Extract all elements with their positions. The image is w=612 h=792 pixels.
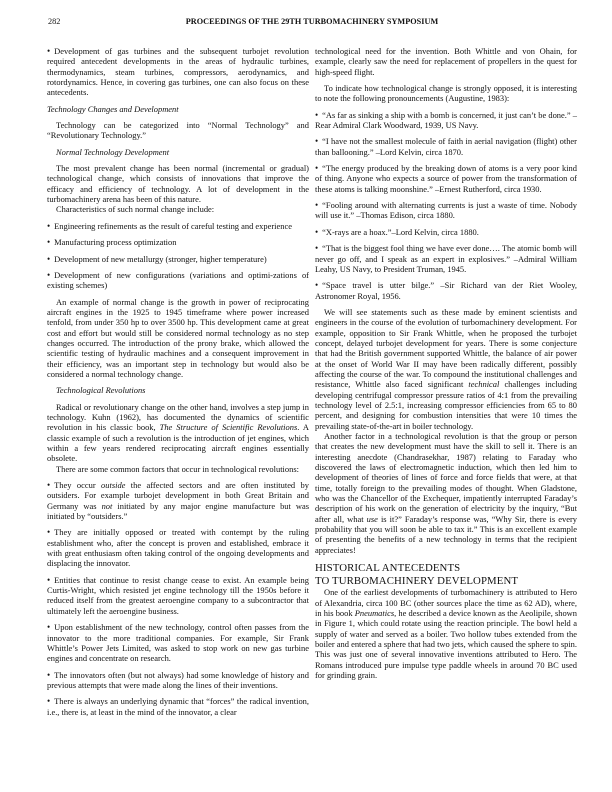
paragraph-normal-2: Characteristics of such normal change include: <box>56 204 215 215</box>
normal-bullet: • Development of new configurations (variations and optimi-zations of existing schemes) <box>47 270 309 291</box>
revolution-bullet: • There is always an underlying dynamic that “forces” the radical invention, i.e., there is, at least in the mind of the innovator, a clear <box>47 696 309 717</box>
revolution-bullet: • They occur outside the affected sectors and are often instituted by outsiders. For example turbojet development in both Great Britain and Germany was not initiated by any major engine manufacture but was initiated by “outsiders.” <box>47 480 309 521</box>
section-heading-historical-antecedents: HISTORICAL ANTECEDENTS TO TURBOMACHINERY DEVELOPMENT <box>315 562 519 587</box>
paragraph-categorized: Technology can be categorized into “Normal Technology” and “Revolutionary Technology.” <box>47 120 309 141</box>
left-column <box>47 46 309 717</box>
page-header <box>48 17 576 31</box>
page-number: 282 <box>48 17 61 26</box>
paragraph-example: An example of normal change is the growth in power of reciprocating aircraft engines in the 1925 to 1945 timeframe where power increased tenfold, from under 350 hp to over 3500 hp. This development came at great cost and effort but would still be considered normal technology as no step changes occurred. The introduction of the prony brake, which allowed the scientific testing of hydraulic machines and a consequent improvement in their efficiency, was an important step in technology but would also be considered a normal technology change. <box>47 296 309 379</box>
heading-technology-changes: Technology Changes and Development <box>47 103 179 114</box>
paragraph-hero: One of the earliest developments of turbomachinery is attributed to Hero of Alexandria, circa 100 BC (other sources place the time as 62 AD), where, in his book Pneumatics, he described a device known as the Aeolipile, shown in Figure 1, which could rotate using the reaction principle. The bowl held a supply of water and served as a boiler. Two hollow tubes extended from the boiler and entered a sphere that had two jets, which caused the sphere to spin. This was just one of several innovative inventions attributed to Hero. The Romans introduced pure impulse type paddle wheels in around 70 BC used for grinding grain. <box>315 587 577 681</box>
quote-bullet: • “That is the biggest fool thing we have ever done…. The atomic bomb will never go off, and I speak as an expert in explosives.” –Admiral William Leahy, US Navy, to President Truman, 1945. <box>315 243 577 274</box>
quote-bullet: • “Fooling around with alternating currents is just a waste of time. Nobody will use it.” –Thomas Edison, circa 1880. <box>315 200 577 221</box>
heading-technological-revolutions: Technological Revolutions <box>56 385 146 396</box>
paragraph-normal-1: The most prevalent change has been normal (incremental or gradual) technological change, which consists of innovations that improve the efficacy and efficiency of technology. A lot of development in the turbomachinery arena has been of this nature. <box>47 163 309 205</box>
right-column <box>315 46 577 680</box>
paragraph-opposed: To indicate how technological change is strongly opposed, it is interesting to note the following pronouncements (Augustine, 1983): <box>315 83 577 104</box>
quote-bullet: • “As far as sinking a ship with a bomb is concerned, it just can’t be done.” –Rear Admiral Clark Woodward, 1939, US Navy. <box>315 110 577 131</box>
revolution-bullet: • They are initially opposed or treated with contempt by the ruling establishment who, after the concept is proven and established, embrace it with great enthusiasm often taking control of the ongoing developments and displacing the innovator. <box>47 527 309 568</box>
paragraph-continuation: technological need for the invention. Both Whittle and von Ohain, for example, clearly saw the need for replacement of propellers in the quest for high-speed flight. <box>315 46 577 77</box>
revolution-bullet: • Upon establishment of the new technology, control often passes from the innovator to the more traditional companies. For example, Sir Frank Whittle’s Power Jets Limited, was asked to stop work on new gas turbine engines and concentrate on research. <box>47 622 309 663</box>
normal-bullet: • Manufacturing process optimization <box>47 237 309 247</box>
normal-bullet: • Development of new metallurgy (stronger, higher temperature) <box>47 254 309 264</box>
book-title: The Structure of Scientific Revolutions <box>159 422 298 433</box>
running-title: PROCEEDINGS OF THE 29TH TURBOMACHINERY SYMPOSIUM <box>185 17 439 26</box>
quote-bullet: • “X-rays are a hoax.”–Lord Kelvin, circa 1880. <box>315 227 577 237</box>
paragraph-factors: There are some common factors that occur in technological revolutions: <box>56 463 299 474</box>
paragraph-radical: Radical or revolutionary change on the other hand, involves a step jump in technology. Kuhn (1962), has documented the dynamics of scientific revolution in his classic book, The Structure of Scientific Revolutions. A classic example of such a revolution is the introduction of jet engines, which within a few years rendered reciprocating aircraft engines essentially obsolete. <box>47 401 309 464</box>
quote-bullet: • “The energy produced by the breaking down of atoms is a very poor kind of thing. Anyone who expects a source of power from the transformation of these atoms is talking moonshine.” –Ernest Rutherford, circa 1930. <box>315 163 577 194</box>
paragraph-faraday: Another factor in a technological revolution is that the group or person that creates the new development must have the skill to sell it. There is an interesting anecdote (Chandrasekhar, 1987) relating to Faraday who discovered the laws of electromagnetic induction, which then led him to development of theories of lines of force and force fields that were, at that time, totally foreign to the prevailing modes of thought. When Gladstone, who was the Chancellor of the Exchequer, impatiently interrupted Faraday’s description of his work on the generation of electricity by the inquiry, “But after all, what use is it?” Faraday’s response was, “Why Sir, there is every probability that you will soon be able to tax it.” This is an excellent example of presenting the benefits of a new technology in terms that the recipient appreciates! <box>315 431 577 555</box>
normal-bullet: • Engineering refinements as the result of careful testing and experience <box>47 221 309 231</box>
quote-bullet: • “I have not the smallest molecule of faith in aerial navigation (flight) other than ballooning.” –Lord Kelvin, circa 1870. <box>315 136 577 157</box>
paragraph-statements: We will see statements such as these made by eminent scientists and engineers in the course of the evolution of turbomachinery development. For example, opposition to Sir Frank Whittle, when he proposed the turbojet concept, delayed turbojet development for years. There is some conjecture that had the British government supported Whittle, the balance of air power at the onset of World War II may have been radically different, possibly affecting the course of the war. To compound the institutional challenges and resistance, Whittle also faced significant technical challenges including developing centrifugal compressor pressure ratios of 4:1 from the prevailing technology level of 2.5:1, increasing compressor efficiencies from 65 to 80 percent, and designing for combustion intensities that were 10 times the prevailing state-of-the-art in boiler technology. <box>315 306 578 431</box>
revolution-bullet: • Entities that continue to resist change cease to exist. An example being Curtis-Wright, which resisted jet engine technology till the 1950s before it reduced itself from the greatest aeroengine company to a subcontractor that ultimately left the aeroengine business. <box>47 575 309 616</box>
revolution-bullet: • The innovators often (but not always) had some knowledge of history and previous attempts that were made along the lines of their inventions. <box>47 670 309 691</box>
bullet-intro: • Development of gas turbines and the subsequent turbojet revolution required antecedent developments in the areas of hydraulic turbines, thermodynamics, steam turbines, compressors, aerodynamics, and rotordynamics. Hence, in covering gas turbines, one can also focus on these antecedents. <box>47 46 309 98</box>
heading-normal-technology: Normal Technology Development <box>56 146 170 157</box>
quote-bullet: • “Space travel is utter bilge.” –Sir Richard van der Riet Wooley, Astronomer Royal, 1956. <box>315 280 577 301</box>
